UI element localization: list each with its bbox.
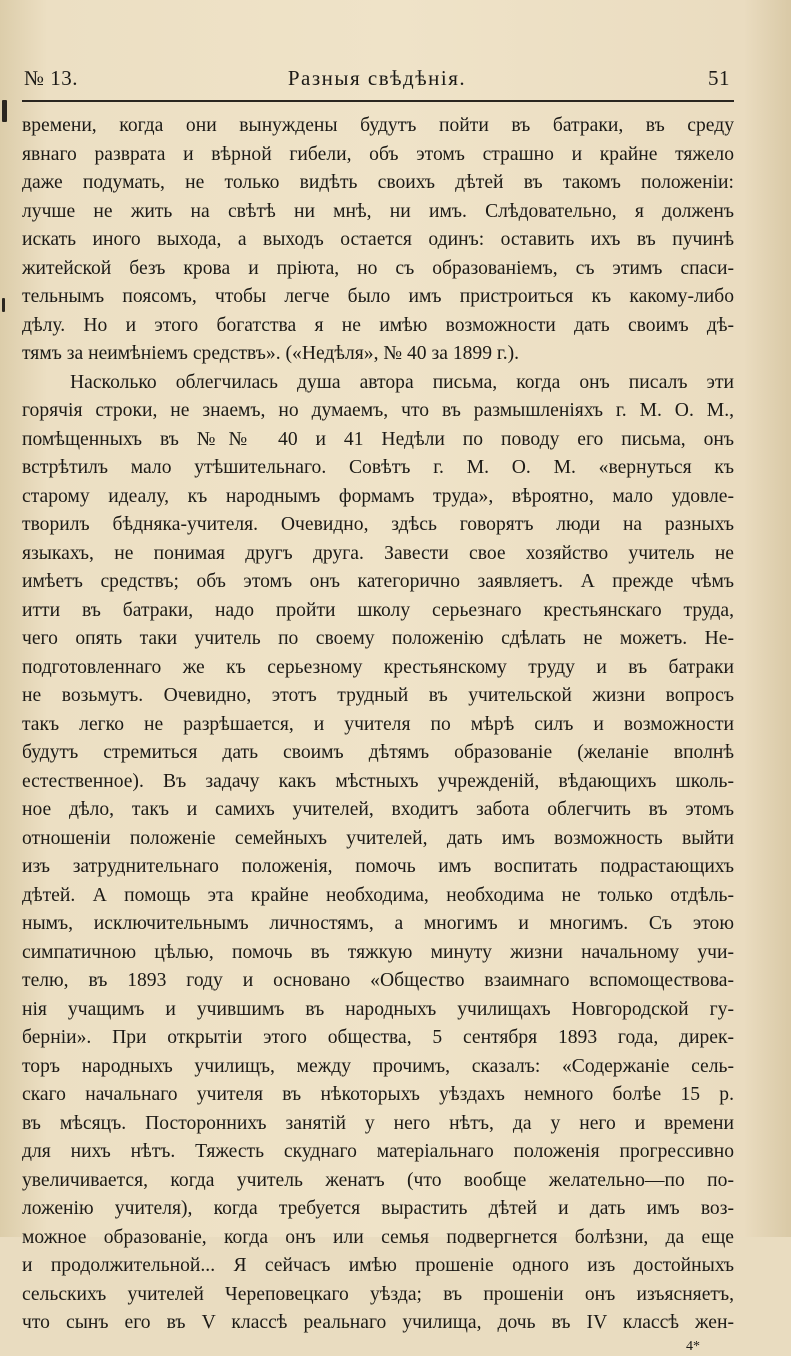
text-line: явнаго разврата и вѣрной гибели, объ этомъ страшно и крайне тяжело [22,143,734,165]
text-line: ное дѣло, такъ и самихъ учителей, входитъ забота облегчить въ этомъ [22,799,734,820]
text-line: торъ народныхъ училищъ, между прочимъ, сказалъ: «Содержаніе сель- [22,1055,734,1077]
text-line: творилъ бѣдняка-учителя. Очевидно, здѣсь говорятъ люди на разныхъ [22,514,734,535]
text-line: въ мѣсяцъ. Постороннихъ занятій у него нѣтъ, да у него и времени [22,1112,734,1134]
text-line: отношеніи положеніе семейныхъ учителей, дать имъ возможность выйти [22,827,734,849]
body-text [22,112,734,1356]
header-rule [22,100,734,102]
text-line: сельскихъ учителей Череповецкаго уѣзда; въ прошеніи онъ изъясняетъ, [22,1283,734,1305]
text-line: ложенію учителя), когда требуется вырастить дѣтей и дать имъ воз- [22,1198,734,1219]
text-line: увеличивается, когда учитель женатъ (что вообще желательно—по по- [22,1169,734,1191]
text-line: скаго начальнаго учителя въ нѣкоторыхъ уѣздахъ немного болѣе 15 р. [22,1084,734,1105]
text-line: можное образованіе, когда онъ или семья подвергнется болѣзни, да еще [22,1226,734,1248]
text-line: языкахъ, не понимая другъ друга. Завести свое хозяйство учитель не [22,542,734,564]
page-number: 51 [708,66,730,90]
text-line: симпатичною цѣлью, помочь въ тяжкую минуту жизни начальному учи- [22,941,734,963]
binding-mark [2,100,7,122]
text-line: дѣтей. А помощь эта крайне необходима, необходима не только отдѣль- [22,884,734,906]
text-line: естественное). Въ задачу какъ мѣстныхъ учрежденій, вѣдающихъ школь- [22,770,734,792]
text-line: дѣлу. Но и этого богатства я не имѣю возможности дать своимъ дѣ- [22,314,734,336]
text-line: лучше не жить на свѣтѣ ни мнѣ, ни имъ. Слѣдовательно, я долженъ [22,200,734,222]
section-title: Разныя свѣдѣнія. [287,66,467,90]
text-line: чего опять таки учитель по своему положенію сдѣлать не можетъ. Не- [22,628,734,649]
text-line: берніи». При открытіи этого общества, 5 сентября 1893 года, дирек- [22,1027,734,1048]
text-line: для нихъ нѣтъ. Тяжесть скуднаго матеріальнаго положенія прогрессивно [22,1141,734,1162]
text-line: встрѣтилъ мало утѣшительнаго. Совѣтъ г. М. О. М. «вернуться къ [22,457,734,478]
binding-mark [2,298,5,312]
text-line: даже подумать, не только видѣть своихъ дѣтей въ такомъ положеніи: [22,172,734,193]
text-line: что сынъ его въ V классѣ реальнаго училища, дочь въ IV классѣ жен- [22,1312,734,1333]
text-line: времени, когда они вынуждены будутъ пойти въ батраки, въ среду [22,115,734,136]
text-line: имѣетъ средствъ; объ этомъ онъ категорично заявляетъ. А прежде чѣмъ [22,571,734,592]
text-line: не возьмутъ. Очевидно, этотъ трудный въ учительской жизни вопросъ [22,685,734,706]
text-line: нія учащимъ и учившимъ въ народныхъ училищахъ Новгородской гу- [22,998,734,1020]
text-line: тельнымъ поясомъ, чтобы легче было имъ пристроиться къ какому-либо [22,286,734,307]
text-line: такъ легко не разрѣшается, и учителя по мѣрѣ силъ и возможности [22,713,734,735]
text-line: подготовленнаго же къ серьезному крестьянскому труду и въ батраки [22,656,734,678]
text-line: тямъ за неимѣніемъ средствъ». («Недѣля», № 40 за 1899 г.). [22,343,520,364]
text-line: горячія строки, не знаемъ, но думаемъ, что въ размышленіяхъ г. М. О. М., [22,400,734,421]
text-line: старому идеалу, къ народнымъ формамъ труда», вѣроятно, мало удовле- [22,485,734,507]
issue-number: № 13. [24,66,79,90]
text-line: и продолжительной... Я сейчасъ имѣю прошеніе одного изъ достойныхъ [22,1255,734,1276]
text-line: изъ затруднительнаго положенія, помочь имъ воспитать подрастающихъ [22,856,734,877]
text-line: итти въ батраки, надо пройти школу серьезнаго крестьянскаго труда, [22,599,734,621]
running-header [24,66,730,96]
text-line: нымъ, исключительнымъ личностямъ, а многимъ и многимъ. Съ этою [22,913,734,934]
text-line: помѣщенныхъ въ №№ 40 и 41 Недѣли по поводу его письма, онъ [22,428,734,450]
text-line: житейской безъ крова и пріюта, но съ образованіемъ, съ этимъ спаси- [22,257,734,279]
text-line: телю, въ 1893 году и основано «Общество взаимнаго вспомоществова- [22,970,734,991]
paragraph-start: Насколько облегчилась душа автора письма, когда онъ писалъ эти [70,371,734,393]
signature-mark: 4* [686,1338,700,1354]
text-line: искать иного выхода, а выходъ остается одинъ: оставить ихъ въ пучинѣ [22,229,734,250]
text-line: будутъ стремиться дать своимъ дѣтямъ образованіе (желаніе вполнѣ [22,742,734,763]
